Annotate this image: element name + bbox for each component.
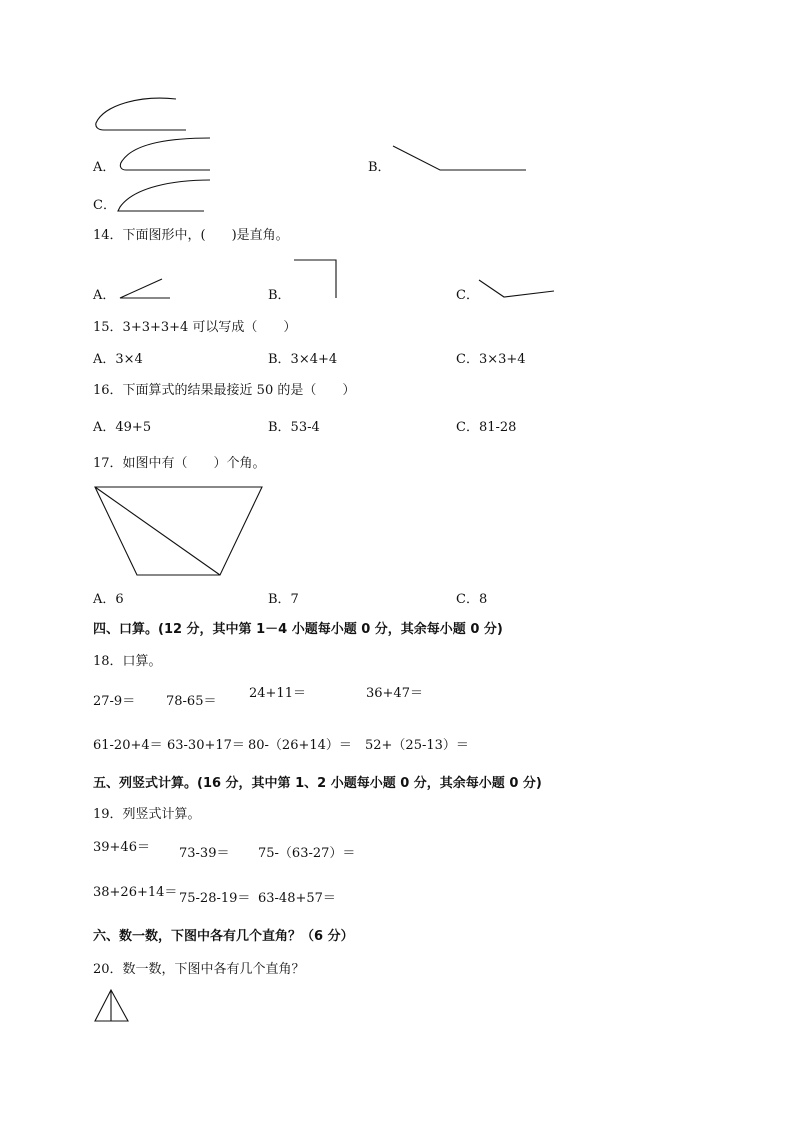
q18-problem: 36+47＝ [366, 686, 423, 701]
q15-stem: 15．3+3+3+4 可以写成（ ） [93, 320, 297, 335]
q18-stem: 18．口算。 [93, 654, 162, 669]
q18-problem: 80-（26+14）＝ [248, 738, 352, 753]
q20-stem: 20．数一数，下图中各有几个直角？ [93, 962, 305, 977]
q19-problem: 75-（63-27）＝ [258, 846, 356, 861]
section6-heading: 六、数一数，下图中各有几个直角？（6 分） [93, 929, 354, 944]
q16-option-c[interactable]: C．81-28 [456, 420, 517, 435]
q19-problem: 75-28-19＝ [179, 891, 251, 906]
q18-problem: 52+（25-13）＝ [365, 738, 469, 753]
q14-option-b-label[interactable]: B． [268, 288, 291, 303]
q17-trapezoid-figure [92, 484, 267, 578]
q17-option-b[interactable]: B．7 [268, 592, 299, 607]
q14-option-c-label[interactable]: C． [456, 288, 479, 303]
q17-option-c[interactable]: C．8 [456, 592, 488, 607]
q13-option-a-label[interactable]: A． [93, 160, 116, 175]
q13-reference-angle-figure [90, 95, 190, 135]
q14-stem: 14．下面图形中，( )是直角。 [93, 228, 289, 243]
q16-option-a[interactable]: A．49+5 [93, 420, 152, 435]
q20-triangle-figure [92, 988, 132, 1024]
q14-option-b-angle [290, 258, 342, 302]
q13-option-c-figure [112, 177, 222, 217]
q15-option-b[interactable]: B．3×4+4 [268, 352, 338, 367]
q18-problem: 27-9＝ [93, 694, 136, 709]
section5-heading: 五、列竖式计算。(16 分，其中第 1、2 小题每小题 0 分，其余每小题 0 分) [93, 776, 542, 791]
q13-option-a-figure [112, 135, 222, 175]
q18-problem: 24+11＝ [249, 686, 306, 701]
q19-problem: 73-39＝ [179, 846, 230, 861]
q19-stem: 19．列竖式计算。 [93, 807, 201, 822]
q19-problem: 39+46＝ [93, 840, 150, 855]
q14-option-c-angle [476, 276, 558, 302]
q17-option-a[interactable]: A．6 [93, 592, 124, 607]
q19-problem: 38+26+14＝ [93, 885, 178, 900]
q18-problem: 61-20+4＝ [93, 738, 163, 753]
q17-stem: 17．如图中有（ ）个角。 [93, 456, 266, 471]
q19-problem: 63-48+57＝ [258, 891, 336, 906]
q15-option-c[interactable]: C．3×3+4 [456, 352, 526, 367]
q15-option-a[interactable]: A．3×4 [93, 352, 143, 367]
q16-option-b[interactable]: B．53-4 [268, 420, 320, 435]
q13-option-b-label[interactable]: B． [368, 160, 391, 175]
section4-heading: 四、口算。(12 分，其中第 1－4 小题每小题 0 分，其余每小题 0 分) [93, 622, 503, 637]
q14-option-a-angle [116, 277, 176, 303]
q18-problem: 63-30+17＝ [167, 738, 245, 753]
q18-problem: 78-65＝ [166, 694, 217, 709]
q14-option-a-label[interactable]: A． [93, 288, 116, 303]
q16-stem: 16．下面算式的结果最接近 50 的是（ ） [93, 383, 356, 398]
q13-option-c-label[interactable]: C． [93, 198, 116, 213]
q13-option-b-figure [390, 143, 530, 175]
